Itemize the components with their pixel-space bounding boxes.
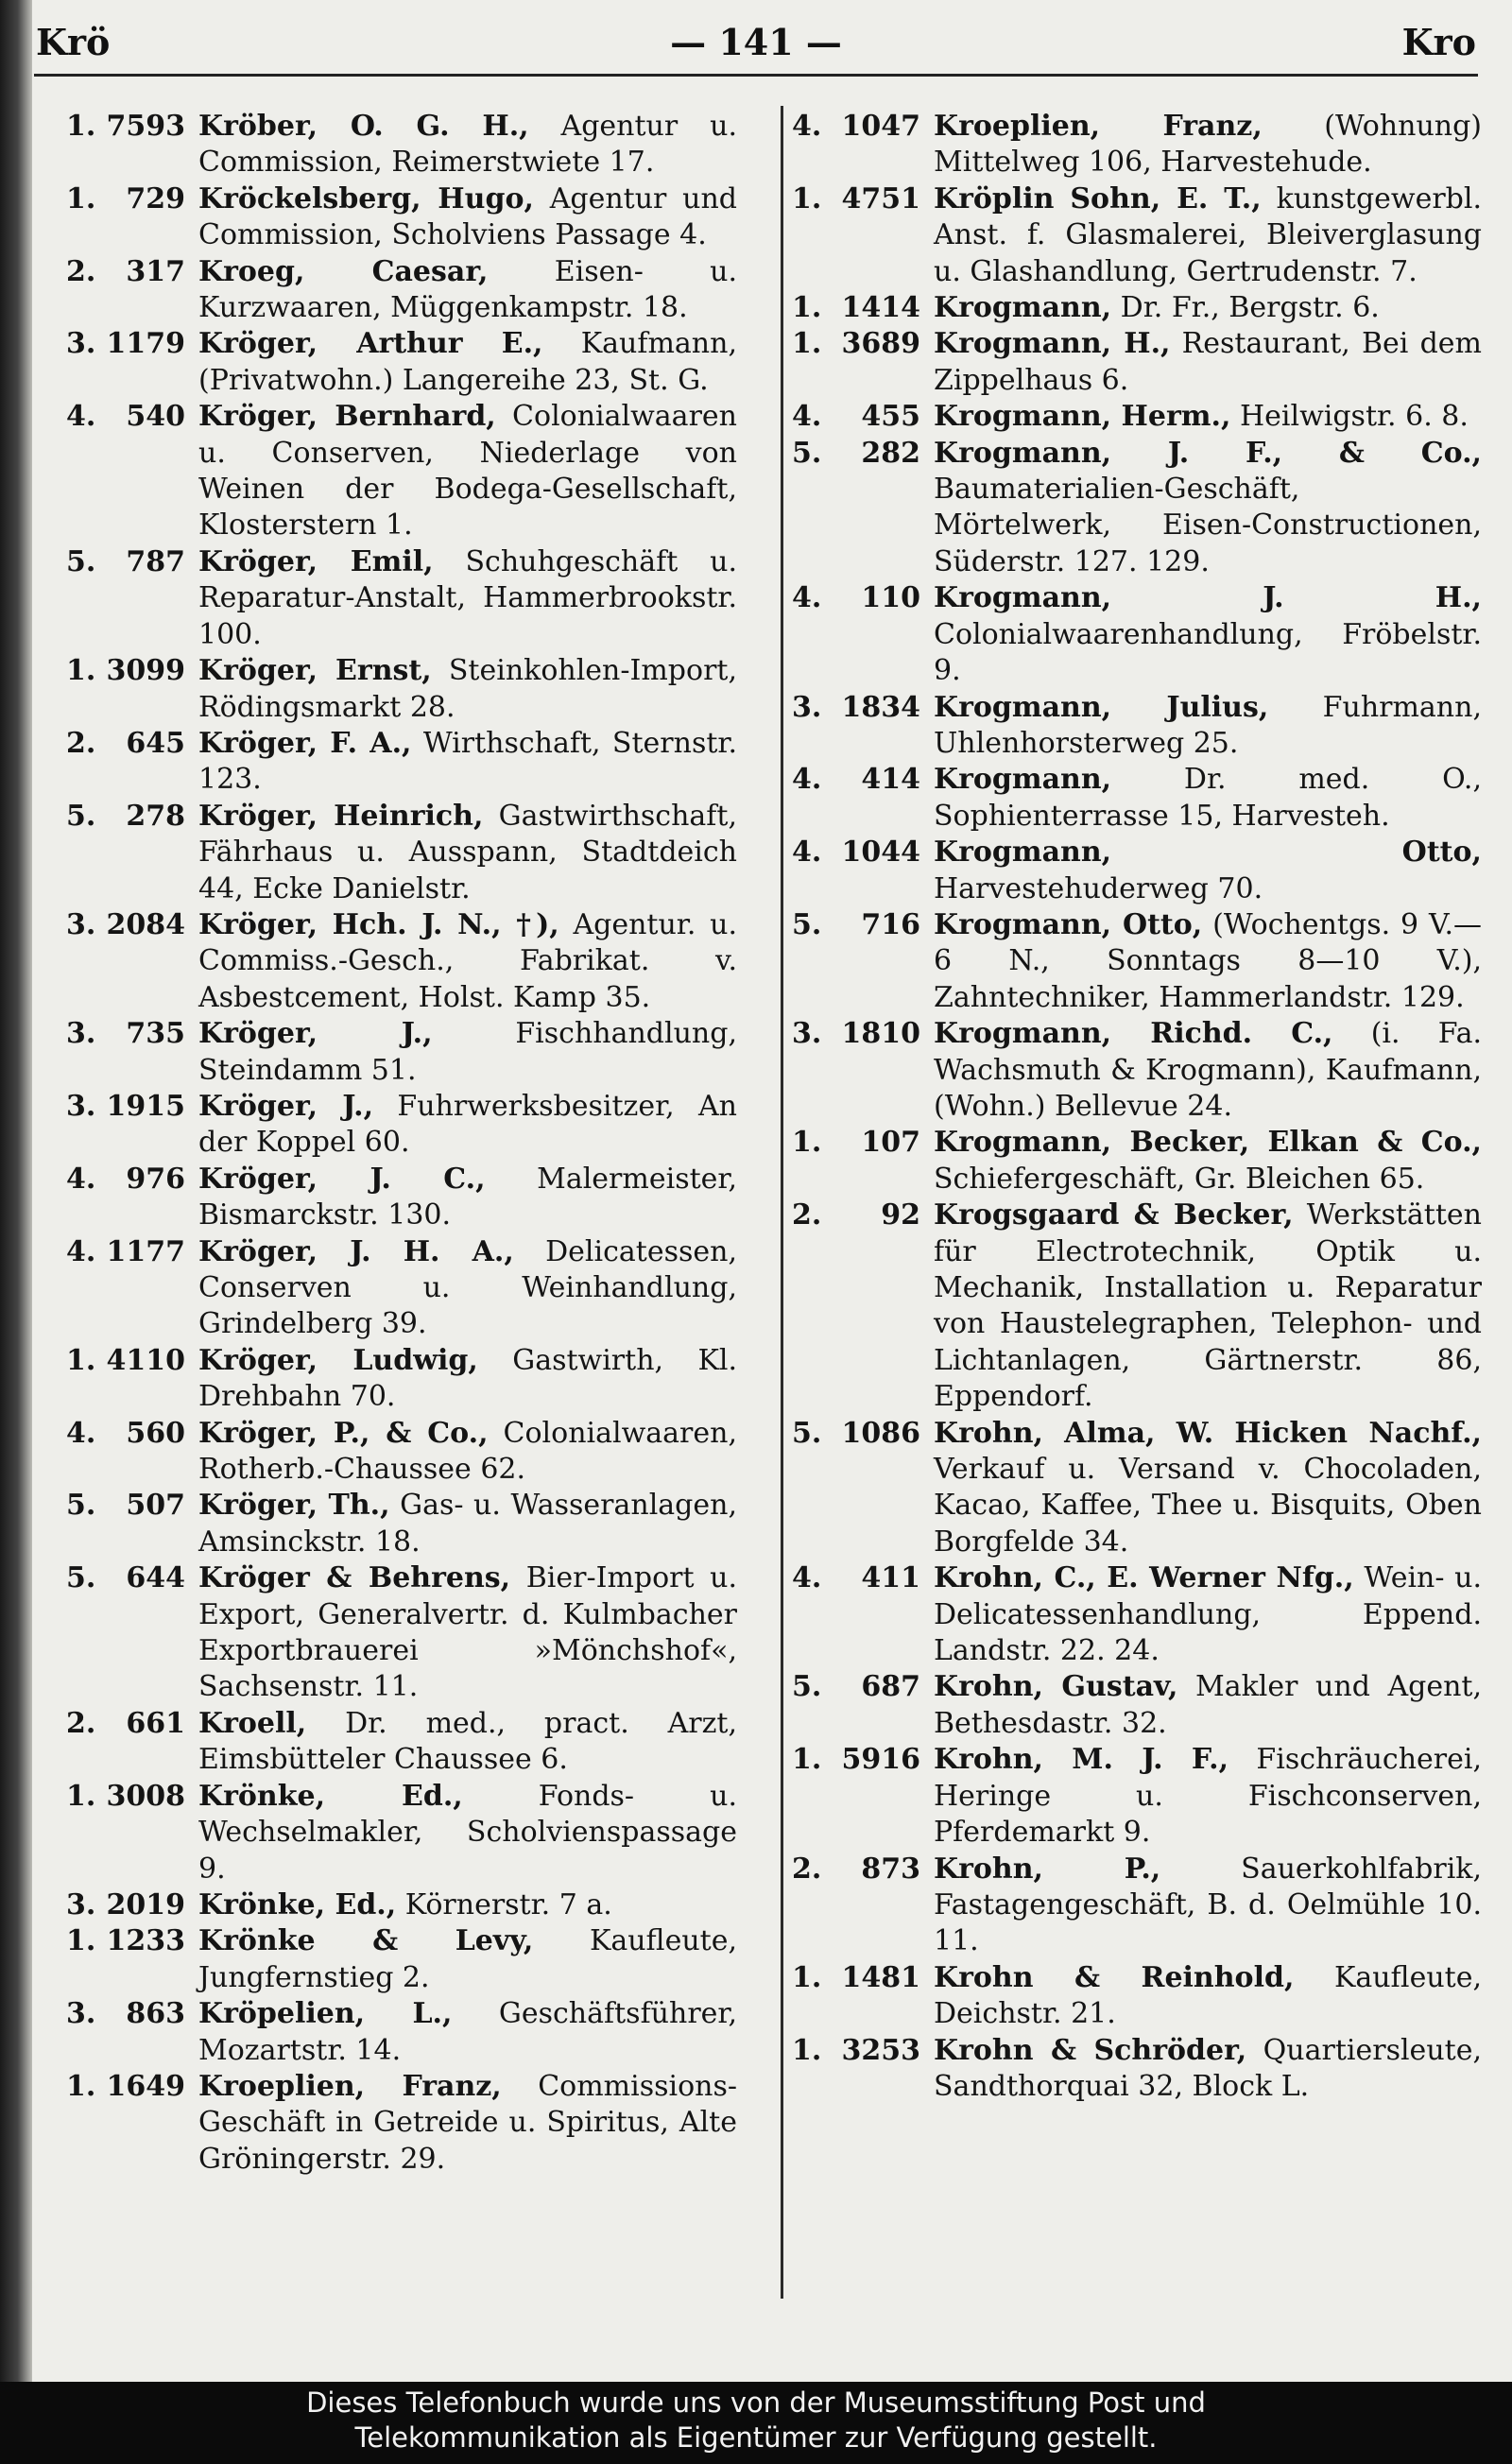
entry-details: (Wochentgs. 9 V.—6 N., Sonntags 8—10 V.), Zahntechniker, Hammerlandstr. 129. bbox=[934, 907, 1482, 1014]
exchange-number: 3. bbox=[792, 1017, 822, 1051]
directory-entry bbox=[66, 653, 737, 726]
directory-entry bbox=[66, 544, 737, 653]
entry-details: Kaufleute, Deichstr. 21. bbox=[934, 1960, 1482, 2031]
exchange-number: 1. bbox=[792, 1960, 822, 1994]
directory-entry bbox=[792, 2033, 1482, 2106]
exchange-number: 2. bbox=[66, 1706, 96, 1740]
left-column bbox=[66, 109, 737, 2178]
subscriber-name: Krönke, Ed., bbox=[198, 1779, 463, 1813]
entry-details: Delicatessen, Conserven u. Weinhandlung, Grindelberg 39. bbox=[198, 1234, 737, 1341]
footer-line-2: Telekommunikation als Eigentümer zur Verfügung gestellt. bbox=[354, 2421, 1158, 2454]
subscriber-name: Krönke & Levy, bbox=[198, 1924, 534, 1958]
exchange-number: 5. bbox=[792, 436, 822, 470]
entry-text bbox=[198, 181, 737, 254]
entry-text bbox=[934, 1852, 1482, 1960]
exchange-number: 4. bbox=[66, 1234, 96, 1268]
exchange-number: 1. bbox=[792, 181, 822, 215]
exchange-number: 1. bbox=[66, 110, 96, 143]
directory-entry bbox=[66, 2069, 737, 2178]
directory-entry bbox=[792, 907, 1482, 1016]
entry-text bbox=[934, 1125, 1482, 1198]
entry-text bbox=[934, 1669, 1482, 1742]
entry-text bbox=[934, 1416, 1482, 1561]
entry-details: (i. Fa. Wachsmuth & Krogmann), Kaufmann, (Wohn.) Bellevue 24. bbox=[934, 1017, 1482, 1123]
exchange-number: 5. bbox=[66, 1561, 96, 1595]
phone-number: 787 bbox=[126, 544, 185, 578]
exchange-number: 5. bbox=[792, 1416, 822, 1450]
directory-entry bbox=[66, 1162, 737, 1234]
directory-entry bbox=[792, 1742, 1482, 1851]
entry-text bbox=[198, 1706, 737, 1779]
subscriber-name: Kröger, J., bbox=[198, 1089, 374, 1123]
entry-details: Baumaterialien-Geschäft, Mörtelwerk, Eisen-Constructionen, Süderstr. 127. 129. bbox=[934, 473, 1482, 578]
exchange-number: 5. bbox=[66, 1489, 96, 1523]
exchange-number: 4. bbox=[66, 400, 96, 434]
phone-number: 507 bbox=[126, 1489, 185, 1523]
subscriber-name: Kröger, P., & Co., bbox=[198, 1416, 489, 1450]
entry-text bbox=[934, 690, 1482, 763]
subscriber-name: Kröger, Ernst, bbox=[198, 654, 432, 688]
directory-entry bbox=[792, 290, 1482, 326]
header-right-keyword: Kro bbox=[1401, 21, 1476, 63]
directory-entry bbox=[66, 109, 737, 181]
entry-text bbox=[198, 653, 737, 726]
entry-details: Makler und Agent, Bethesdastr. 32. bbox=[934, 1670, 1482, 1740]
directory-entry bbox=[792, 1852, 1482, 1960]
entry-details: Fuhrwerksbesitzer, An der Koppel 60. bbox=[198, 1089, 737, 1160]
entry-text bbox=[198, 1887, 737, 1923]
phone-number: 735 bbox=[126, 1017, 185, 1051]
entry-details: Wein- u. Delicatessenhandlung, Eppend. Landstr. 22. 24. bbox=[934, 1561, 1482, 1668]
subscriber-name: Krogmann, bbox=[934, 763, 1112, 797]
entry-details: kunstgewerbl. Anst. f. Glasmalerei, Bleiverglasung u. Glashandlung, Gertrudenstr. 7. bbox=[934, 181, 1483, 288]
phone-number: 863 bbox=[126, 1997, 185, 2031]
subscriber-name: Kröger, J. H. A., bbox=[198, 1234, 514, 1268]
subscriber-name: Krohn & Schröder, bbox=[934, 2033, 1247, 2067]
entry-details: Gastwirthschaft, Fährhaus u. Ausspann, Stadtdeich 44, Ecke Danielstr. bbox=[198, 799, 737, 905]
subscriber-name: Kröger, Ludwig, bbox=[198, 1343, 478, 1377]
directory-entry bbox=[66, 399, 737, 544]
subscriber-name: Kroeplien, Franz, bbox=[198, 2069, 502, 2103]
directory-entry bbox=[792, 436, 1482, 581]
entry-text bbox=[934, 436, 1482, 581]
entry-details: Heilwigstr. 6. 8. bbox=[1230, 400, 1469, 434]
phone-number: 92 bbox=[881, 1198, 920, 1232]
exchange-number: 1. bbox=[792, 291, 822, 325]
directory-entry bbox=[66, 1234, 737, 1343]
subscriber-name: Krogmann, Becker, Elkan & Co., bbox=[934, 1126, 1482, 1160]
entry-text bbox=[934, 1960, 1482, 2033]
entry-details: Dr. med., pract. Arzt, Eimsbütteler Chaussee 6. bbox=[198, 1706, 737, 1777]
subscriber-name: Krogmann, bbox=[934, 291, 1112, 325]
subscriber-name: Krohn & Reinhold, bbox=[934, 1960, 1295, 1994]
directory-entry bbox=[66, 1996, 737, 2069]
exchange-number: 1. bbox=[66, 181, 96, 215]
exchange-number: 2. bbox=[66, 254, 96, 288]
entry-text bbox=[934, 907, 1482, 1016]
phone-number: 716 bbox=[861, 907, 920, 941]
entry-text bbox=[934, 290, 1482, 326]
exchange-number: 3. bbox=[66, 327, 96, 361]
entry-text bbox=[934, 1198, 1482, 1415]
directory-entry bbox=[792, 181, 1482, 290]
subscriber-name: Kröplin Sohn, E. T., bbox=[934, 181, 1262, 215]
entry-details: Agentur u. Commission, Reimerstwiete 17. bbox=[198, 110, 738, 180]
directory-entry bbox=[792, 1960, 1482, 2033]
exchange-number: 3. bbox=[66, 1089, 96, 1123]
directory-entry bbox=[792, 399, 1482, 435]
entry-details: Gastwirth, Kl. Drehbahn 70. bbox=[198, 1343, 737, 1414]
exchange-number: 1. bbox=[792, 1126, 822, 1160]
entry-details: Commissions-Geschäft in Getreide u. Spiritus, Alte Gröningerstr. 29. bbox=[198, 2069, 737, 2176]
entry-text bbox=[934, 181, 1482, 290]
directory-entry bbox=[66, 254, 737, 327]
subscriber-name: Kroeg, Caesar, bbox=[198, 254, 489, 288]
phone-number: 2084 bbox=[106, 907, 185, 941]
entry-text bbox=[934, 109, 1482, 181]
directory-entry bbox=[66, 1416, 737, 1489]
subscriber-name: Krogmann, Richd. C., bbox=[934, 1017, 1333, 1051]
directory-entry bbox=[792, 690, 1482, 763]
entry-text bbox=[198, 907, 737, 1016]
subscriber-name: Krohn, Alma, W. Hicken Nachf., bbox=[934, 1416, 1482, 1450]
directory-entry bbox=[792, 1125, 1482, 1198]
phone-number: 645 bbox=[126, 726, 185, 760]
directory-entry bbox=[66, 1560, 737, 1706]
directory-entry bbox=[66, 326, 737, 399]
exchange-number: 1. bbox=[66, 1343, 96, 1377]
entry-text bbox=[198, 2069, 737, 2178]
entry-details: Kaufleute, Jungfernstieg 2. bbox=[198, 1924, 737, 1994]
page-number: — 141 — bbox=[670, 21, 842, 63]
subscriber-name: Krogmann, H., bbox=[934, 327, 1171, 361]
phone-number: 455 bbox=[861, 400, 920, 434]
entry-details: Schuhgeschäft u. Reparatur-Anstalt, Hammerbrookstr. 100. bbox=[198, 544, 737, 651]
entry-text bbox=[198, 254, 737, 327]
phone-number: 540 bbox=[126, 400, 185, 434]
entry-text bbox=[198, 1560, 737, 1706]
subscriber-name: Kröger, Hch. J. N., †), bbox=[198, 907, 559, 941]
entry-details: Geschäftsführer, Mozartstr. 14. bbox=[198, 1997, 737, 2067]
entry-details: Quartiersleute, Sandthorquai 32, Block L. bbox=[934, 2033, 1482, 2103]
entry-text bbox=[934, 2033, 1482, 2106]
entry-details: Restaurant, Bei dem Zippelhaus 6. bbox=[934, 327, 1482, 397]
entry-details: Gas- u. Wasseranlagen, Amsinckstr. 18. bbox=[198, 1489, 737, 1559]
phone-number: 1810 bbox=[841, 1017, 920, 1051]
subscriber-name: Kröger, F. A., bbox=[198, 726, 412, 760]
phone-number: 3008 bbox=[106, 1779, 185, 1813]
directory-entry bbox=[66, 1923, 737, 1996]
phone-number: 1179 bbox=[106, 327, 185, 361]
phone-number: 1481 bbox=[841, 1960, 920, 1994]
exchange-number: 1. bbox=[792, 1743, 822, 1777]
entry-details: Verkauf u. Versand v. Chocoladen, Kacao, Kaffee, Thee u. Bisquits, Oben Borgfelde 34. bbox=[934, 1453, 1482, 1559]
phone-number: 1086 bbox=[841, 1416, 920, 1450]
phone-number: 976 bbox=[126, 1162, 185, 1196]
phone-number: 1414 bbox=[841, 291, 920, 325]
subscriber-name: Krogmann, Julius, bbox=[934, 690, 1269, 724]
subscriber-name: Krogmann, Otto, bbox=[934, 907, 1203, 941]
exchange-number: 5. bbox=[792, 907, 822, 941]
directory-entry bbox=[792, 762, 1482, 835]
phone-number: 1834 bbox=[841, 690, 920, 724]
exchange-number: 5. bbox=[66, 544, 96, 578]
exchange-number: 5. bbox=[66, 799, 96, 833]
phone-number: 278 bbox=[126, 799, 185, 833]
subscriber-name: Kröger, Th., bbox=[198, 1489, 390, 1523]
subscriber-name: Kröger, Bernhard, bbox=[198, 400, 496, 434]
entry-details: Fischhandlung, Steindamm 51. bbox=[198, 1017, 737, 1087]
subscriber-name: Krogmann, Herm., bbox=[934, 400, 1231, 434]
subscriber-name: Krohn, M. J. F., bbox=[934, 1743, 1229, 1777]
entry-details: Steinkohlen-Import, Rödingsmarkt 28. bbox=[198, 654, 737, 724]
phone-number: 1915 bbox=[106, 1089, 185, 1123]
phone-number: 3689 bbox=[841, 327, 920, 361]
exchange-number: 1. bbox=[792, 2033, 822, 2067]
right-column bbox=[792, 109, 1482, 2105]
entry-text bbox=[198, 1779, 737, 1887]
entry-text bbox=[198, 726, 737, 799]
directory-entry bbox=[792, 326, 1482, 399]
directory-entry bbox=[792, 109, 1482, 181]
header-left-keyword: Krö bbox=[36, 21, 111, 63]
directory-entry bbox=[792, 580, 1482, 689]
entry-details: Colonialwaaren, Rotherb.-Chaussee 62. bbox=[198, 1416, 737, 1487]
subscriber-name: Krogsgaard & Becker, bbox=[934, 1198, 1294, 1232]
directory-entry bbox=[66, 181, 737, 254]
entry-details: Körnerstr. 7 a. bbox=[396, 1887, 612, 1921]
subscriber-name: Kröger, J. C., bbox=[198, 1162, 486, 1196]
subscriber-name: Kröckelsberg, Hugo, bbox=[198, 181, 534, 215]
exchange-number: 1. bbox=[66, 654, 96, 688]
exchange-number: 4. bbox=[792, 836, 822, 870]
subscriber-name: Krohn, C., E. Werner Nfg., bbox=[934, 1561, 1354, 1595]
directory-entry bbox=[66, 1343, 737, 1416]
entry-text bbox=[198, 399, 737, 544]
exchange-number: 1. bbox=[66, 2069, 96, 2103]
entry-text bbox=[198, 544, 737, 653]
directory-entry bbox=[66, 1887, 737, 1923]
exchange-number: 2. bbox=[792, 1852, 822, 1886]
exchange-number: 4. bbox=[792, 400, 822, 434]
phone-number: 1047 bbox=[841, 110, 920, 143]
footer-line-1: Dieses Telefonbuch wurde uns von der Museumsstiftung Post und bbox=[306, 2386, 1206, 2419]
phone-number: 3253 bbox=[841, 2033, 920, 2067]
entry-details: Dr. med. O., Sophienterrasse 15, Harvesteh. bbox=[934, 763, 1482, 833]
directory-entry bbox=[66, 726, 737, 799]
directory-entry bbox=[66, 1488, 737, 1560]
subscriber-name: Kröger, Heinrich, bbox=[198, 799, 484, 833]
entry-text bbox=[198, 1016, 737, 1089]
phone-number: 4110 bbox=[106, 1343, 185, 1377]
entry-details: Dr. Fr., Bergstr. 6. bbox=[1111, 291, 1380, 325]
entry-details: Fischräucherei, Heringe u. Fischconserven, Pferdemarkt 9. bbox=[934, 1743, 1482, 1850]
entry-text bbox=[934, 1742, 1482, 1851]
entry-details: Agentur und Commission, Scholviens Passage 4. bbox=[198, 181, 737, 252]
entry-details: Bier-Import u. Export, Generalvertr. d. Kulmbacher Exportbrauerei »Mönchshof«, Sachsenstr. 11. bbox=[198, 1561, 738, 1704]
entry-details: Eisen- u. Kurzwaaren, Müggenkampstr. 18. bbox=[198, 254, 738, 325]
directory-entry bbox=[66, 1779, 737, 1887]
footer-notice bbox=[0, 2382, 1512, 2464]
phone-number: 687 bbox=[861, 1670, 920, 1704]
subscriber-name: Krogmann, J. F., & Co., bbox=[934, 436, 1482, 470]
subscriber-name: Krohn, P., bbox=[934, 1852, 1161, 1886]
exchange-number: 4. bbox=[66, 1162, 96, 1196]
entry-details: Agentur. u. Commiss.-Gesch., Fabrikat. v. Asbestcement, Holst. Kamp 35. bbox=[198, 907, 737, 1014]
phone-number: 7593 bbox=[106, 110, 185, 143]
entry-details: Werkstätten für Electrotechnik, Optik u. Mechanik, Installation u. Reparatur von Haustelegraphen, Telephon- und Lichtanlagen, Gärtnerstr. 86, Eppendorf. bbox=[934, 1198, 1482, 1414]
phone-number: 1649 bbox=[106, 2069, 185, 2103]
phone-number: 560 bbox=[126, 1416, 185, 1450]
entry-text bbox=[934, 580, 1482, 689]
entry-details: Colonialwaaren u. Conserven, Niederlage von Weinen der Bodega-Gesellschaft, Klosterstern 1. bbox=[198, 400, 737, 543]
exchange-number: 3. bbox=[66, 907, 96, 941]
entry-details: Kaufmann, (Privatwohn.) Langereihe 23, St. G. bbox=[198, 327, 737, 397]
subscriber-name: Kroeplien, Franz, bbox=[934, 110, 1263, 143]
phone-number: 661 bbox=[126, 1706, 185, 1740]
exchange-number: 4. bbox=[792, 110, 822, 143]
phone-number: 4751 bbox=[841, 181, 920, 215]
exchange-number: 1. bbox=[66, 1924, 96, 1958]
header-rule bbox=[34, 74, 1478, 77]
exchange-number: 4. bbox=[792, 763, 822, 797]
entry-text bbox=[934, 399, 1482, 435]
phone-number: 107 bbox=[861, 1126, 920, 1160]
entry-details: Fuhrmann, Uhlenhorsterweg 25. bbox=[934, 690, 1482, 760]
directory-entry bbox=[66, 799, 737, 907]
exchange-number: 2. bbox=[792, 1198, 822, 1232]
exchange-number: 4. bbox=[792, 1561, 822, 1595]
entry-text bbox=[198, 1416, 737, 1489]
book-binding-edge bbox=[0, 0, 32, 2382]
entry-details: Colonialwaarenhandlung, Fröbelstr. 9. bbox=[934, 617, 1482, 688]
exchange-number: 3. bbox=[792, 690, 822, 724]
phone-number: 1233 bbox=[106, 1924, 185, 1958]
directory-entry bbox=[792, 1560, 1482, 1669]
entry-text bbox=[934, 835, 1482, 907]
phone-number: 2019 bbox=[106, 1887, 185, 1921]
directory-entry bbox=[792, 835, 1482, 907]
directory-entry bbox=[66, 1089, 737, 1162]
entry-text bbox=[198, 326, 737, 399]
phone-number: 729 bbox=[126, 181, 185, 215]
directory-entry bbox=[66, 907, 737, 1016]
entry-text bbox=[934, 762, 1482, 835]
entry-text bbox=[934, 326, 1482, 399]
exchange-number: 3. bbox=[66, 1887, 96, 1921]
subscriber-name: Krogmann, J. H., bbox=[934, 581, 1482, 615]
entry-text bbox=[198, 1343, 737, 1416]
exchange-number: 4. bbox=[792, 581, 822, 615]
exchange-number: 4. bbox=[66, 1416, 96, 1450]
entry-text bbox=[198, 1488, 737, 1560]
entry-text bbox=[934, 1560, 1482, 1669]
subscriber-name: Krohn, Gustav, bbox=[934, 1670, 1178, 1704]
subscriber-name: Kröber, O. G. H., bbox=[198, 110, 529, 143]
directory-entry bbox=[792, 1016, 1482, 1125]
directory-entry bbox=[792, 1416, 1482, 1561]
subscriber-name: Krogmann, Otto, bbox=[934, 836, 1482, 870]
directory-entry bbox=[66, 1016, 737, 1089]
subscriber-name: Kröger, Arthur E., bbox=[198, 327, 543, 361]
exchange-number: 1. bbox=[66, 1779, 96, 1813]
entry-text bbox=[198, 1162, 737, 1234]
phone-number: 1177 bbox=[106, 1234, 185, 1268]
entry-text bbox=[934, 1016, 1482, 1125]
phone-number: 282 bbox=[861, 436, 920, 470]
directory-entry bbox=[66, 1706, 737, 1779]
column-divider bbox=[781, 106, 783, 2299]
entry-details: Sauerkohlfabrik, Fastagengeschäft, B. d. Oelmühle 10. 11. bbox=[934, 1852, 1482, 1958]
entry-details: Fonds- u. Wechselmakler, Scholvienspassage 9. bbox=[198, 1779, 737, 1886]
phone-number: 1044 bbox=[841, 836, 920, 870]
subscriber-name: Kröger & Behrens, bbox=[198, 1561, 511, 1595]
entry-details: Malermeister, Bismarckstr. 130. bbox=[198, 1162, 737, 1232]
phone-number: 5916 bbox=[841, 1743, 920, 1777]
subscriber-name: Krönke, Ed., bbox=[198, 1887, 397, 1921]
entry-text bbox=[198, 1923, 737, 1996]
subscriber-name: Kröger, J., bbox=[198, 1017, 433, 1051]
phone-number: 644 bbox=[126, 1561, 185, 1595]
phone-number: 3099 bbox=[106, 654, 185, 688]
subscriber-name: Kröger, Emil, bbox=[198, 544, 434, 578]
exchange-number: 2. bbox=[66, 726, 96, 760]
phone-number: 110 bbox=[861, 581, 920, 615]
phone-number: 873 bbox=[861, 1852, 920, 1886]
exchange-number: 3. bbox=[66, 1017, 96, 1051]
phone-number: 414 bbox=[861, 763, 920, 797]
phone-number: 411 bbox=[861, 1561, 920, 1595]
directory-entry bbox=[792, 1198, 1482, 1415]
entry-details: (Wohnung) Mittelweg 106, Harvestehude. bbox=[934, 110, 1483, 180]
directory-entry bbox=[792, 1669, 1482, 1742]
subscriber-name: Kroell, bbox=[198, 1706, 307, 1740]
entry-text bbox=[198, 109, 737, 181]
subscriber-name: Kröpelien, L., bbox=[198, 1997, 453, 2031]
entry-text bbox=[198, 1234, 737, 1343]
exchange-number: 1. bbox=[792, 327, 822, 361]
page-header bbox=[36, 21, 1476, 70]
entry-details: Wirthschaft, Sternstr. 123. bbox=[198, 726, 737, 797]
entry-details: Harvestehuderweg 70. bbox=[934, 871, 1263, 905]
entry-text bbox=[198, 799, 737, 907]
exchange-number: 5. bbox=[792, 1670, 822, 1704]
exchange-number: 3. bbox=[66, 1997, 96, 2031]
entry-details: Schiefergeschäft, Gr. Bleichen 65. bbox=[934, 1162, 1425, 1196]
phone-number: 317 bbox=[126, 254, 185, 288]
entry-text bbox=[198, 1089, 737, 1162]
entry-text bbox=[198, 1996, 737, 2069]
